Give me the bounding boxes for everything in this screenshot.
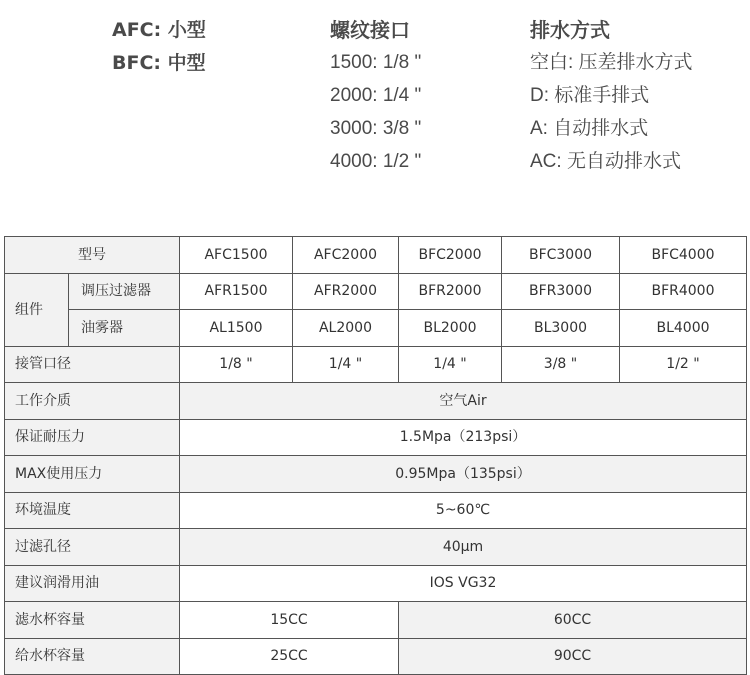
- lubricator-cell: BL3000: [502, 310, 620, 347]
- medium-label: 工作介质: [5, 383, 180, 420]
- oil-value: IOS VG32: [180, 565, 747, 602]
- table-row-bowl-capacity: [5, 602, 747, 639]
- port-label: 接管口径: [5, 346, 180, 383]
- table-row-filtration: [5, 529, 747, 566]
- model-cell: BFC4000: [620, 237, 747, 274]
- drain-type-heading: 排水方式: [530, 18, 610, 42]
- table-row-lubricator: [5, 310, 747, 347]
- port-cell: 1/2 ": [620, 346, 747, 383]
- regulator-label: 调压过滤器: [69, 273, 180, 310]
- drain-type-legend: [530, 14, 693, 178]
- max-pressure-label: MAX使用压力: [5, 456, 180, 493]
- lubricator-cell: AL1500: [180, 310, 293, 347]
- table-row-model: [5, 237, 747, 274]
- model-code-legend: [0, 14, 750, 194]
- thread-port-legend: [330, 14, 421, 178]
- table-row-max-pressure: [5, 456, 747, 493]
- lubricator-cell: AL2000: [293, 310, 399, 347]
- temperature-value: 5~60℃: [180, 492, 747, 529]
- drain-type-line: AC: 无自动排水式: [530, 151, 681, 172]
- thread-port-heading: 螺纹接口: [330, 18, 410, 42]
- model-header-label: 型号: [5, 237, 180, 274]
- port-cell: 1/4 ": [399, 346, 502, 383]
- thread-port-line: 2000: 1/4 ": [330, 85, 422, 106]
- drain-type-line: D: 标准手排式: [530, 85, 650, 106]
- model-size-legend: [112, 14, 206, 80]
- model-size-line-bfc: BFC: 中型: [112, 52, 206, 74]
- regulator-cell: BFR4000: [620, 273, 747, 310]
- port-cell: 1/4 ": [293, 346, 399, 383]
- supply-capacity-small: 25CC: [180, 638, 399, 675]
- model-cell: AFC2000: [293, 237, 399, 274]
- table-row-regulator: [5, 273, 747, 310]
- temperature-label: 环境温度: [5, 492, 180, 529]
- regulator-cell: AFR2000: [293, 273, 399, 310]
- bowl-capacity-label: 滤水杯容量: [5, 602, 180, 639]
- drain-type-line: 空白: 压差排水方式: [530, 52, 693, 73]
- lubricator-cell: BL4000: [620, 310, 747, 347]
- model-cell: BFC3000: [502, 237, 620, 274]
- specification-table: [4, 236, 747, 675]
- filtration-value: 40µm: [180, 529, 747, 566]
- supply-capacity-label: 给水杯容量: [5, 638, 180, 675]
- bowl-capacity-small: 15CC: [180, 602, 399, 639]
- regulator-cell: BFR3000: [502, 273, 620, 310]
- thread-port-line: 1500: 1/8 ": [330, 52, 422, 73]
- thread-port-line: 4000: 1/2 ": [330, 151, 422, 172]
- lubricator-label: 油雾器: [69, 310, 180, 347]
- max-pressure-value: 0.95Mpa（135psi）: [180, 456, 747, 493]
- port-cell: 1/8 ": [180, 346, 293, 383]
- table-row-temperature: [5, 492, 747, 529]
- table-row-port: [5, 346, 747, 383]
- thread-port-line: 3000: 3/8 ": [330, 118, 422, 139]
- port-cell: 3/8 ": [502, 346, 620, 383]
- filtration-label: 过滤孔径: [5, 529, 180, 566]
- table-row-medium: [5, 383, 747, 420]
- model-cell: AFC1500: [180, 237, 293, 274]
- drain-type-line: A: 自动排水式: [530, 118, 649, 139]
- oil-label: 建议润滑用油: [5, 565, 180, 602]
- regulator-cell: AFR1500: [180, 273, 293, 310]
- proof-pressure-value: 1.5Mpa（213psi）: [180, 419, 747, 456]
- table-row-oil: [5, 565, 747, 602]
- supply-capacity-large: 90CC: [399, 638, 747, 675]
- medium-value: 空气Air: [180, 383, 747, 420]
- lubricator-cell: BL2000: [399, 310, 502, 347]
- model-cell: BFC2000: [399, 237, 502, 274]
- table-row-supply-capacity: [5, 638, 747, 675]
- regulator-cell: BFR2000: [399, 273, 502, 310]
- model-size-line-afc: AFC: 小型: [112, 19, 206, 41]
- component-group-label: 组件: [5, 273, 69, 346]
- bowl-capacity-large: 60CC: [399, 602, 747, 639]
- proof-pressure-label: 保证耐压力: [5, 419, 180, 456]
- table-row-proof-pressure: [5, 419, 747, 456]
